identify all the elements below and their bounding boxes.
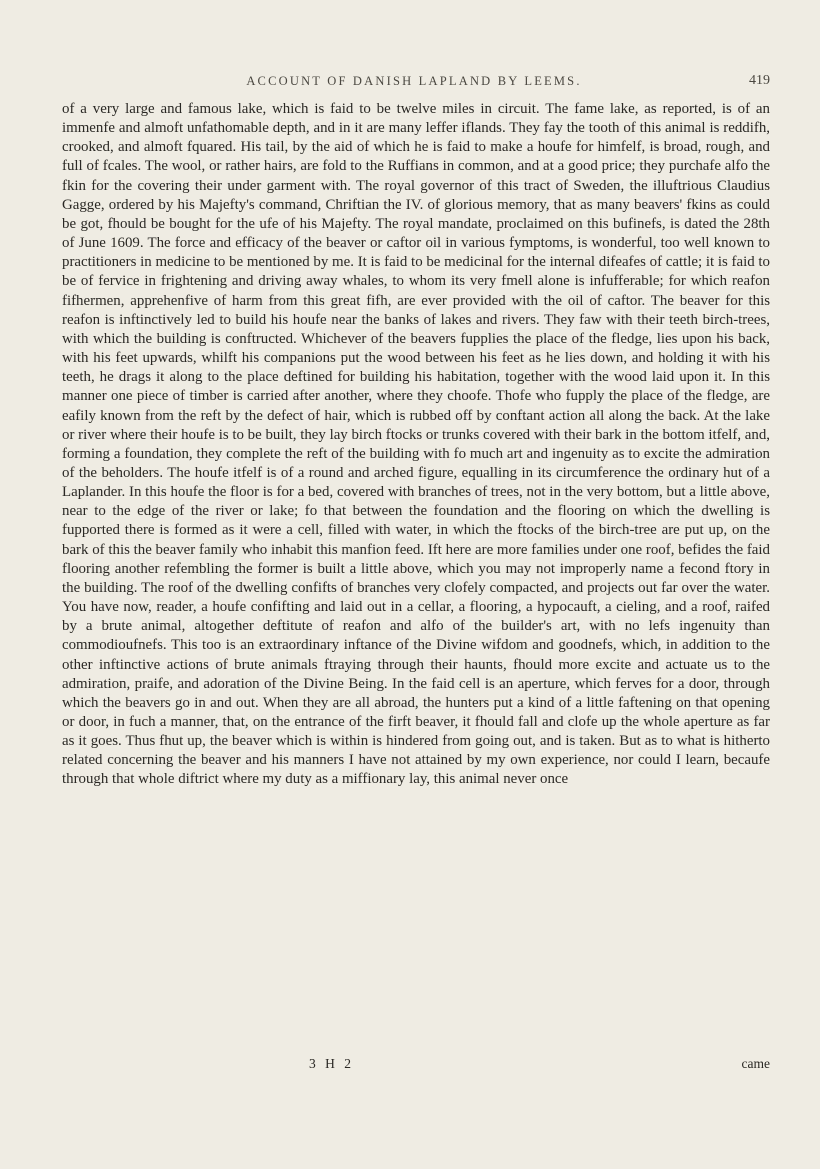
body-text xyxy=(62,100,770,790)
running-head xyxy=(58,74,770,96)
running-head-title: ACCOUNT OF DANISH LAPLAND BY LEEMS. xyxy=(246,74,582,88)
catchword: came xyxy=(741,1056,770,1071)
signature-mark: 3 H 2 xyxy=(309,1056,354,1071)
page-footer xyxy=(62,1056,770,1076)
page-number: 419 xyxy=(749,73,770,88)
paragraph: of a very large and famous lake, which is faid to be twelve miles in circuit. The fame lake, as reported, is of an immenfe and almoft unfathomable depth, and in it are many leffer iflands. They fay the tooth of this animal is reddifh, crooked, and almoft fquared. His tail, by the aid of which he is faid to make a houfe for himfelf, is broad, rough, and full of fcales. The wool, or rather hairs, are fold to the Ruffians in common, and at a good price; they purchafe alfo the fkin for the covering their under garment with. The royal governor of this tract of Sweden, the illuftrious Claudius Gagge, ordered by his Majefty's command, Chriftian the IV. of glorious memory, that as many beavers' fkins as could be got, fhould be bought for the ufe of his Majefty. The royal mandate, proclaimed on this bufinefs, is dated the 28th of June 1609. The force and efficacy of the beaver or caftor oil in various fymptoms, is wonderful, too well known to practitioners in medicine to be mentioned by me. It is faid to be medicinal for the internal difeafes of cattle; it is faid to be of fervice in frightening and driving away whales, to whom its very fmell alone is infufferable; for which reafon fifhermen, apprehenfive of harm from this great fifh, are ever provided with the oil of caftor. The beaver for this reafon is inftinctively led to build his houfe near the banks of lakes and rivers. They faw with their teeth birch-trees, with which the building is conftructed. Whichever of the beavers fupplies the place of the fledge, lies upon his back, with his feet upwards, whilft his companions put the wood between his feet as he lies down, and holding it with his teeth, he drags it along to the place deftined for building his habitation, together with the wood laid upon it. In this manner one piece of timber is carried after another, where they choofe. Thofe who fupply the place of the fledge, are eafily known from the reft by the defect of hair, which is rubbed off by conftant action all along the back. At the lake or river where their houfe is to be built, they lay birch ftocks or trunks covered with their bark in the bottom itfelf, and, forming a foundation, they complete the reft of the building with fo much art and ingenuity as to excite the admiration of the beholders. The houfe itfelf is of a round and arched figure, equalling in its circumference the ordinary hut of a Laplander. In this houfe the floor is for a bed, covered with branches of trees, not in the very bottom, but a little above, near to the edge of the river or lake; fo that between the foundation and the flooring on which the dwelling is fupported there is formed as it were a cell, filled with water, in which the ftocks of the birch-tree are put up, on the bark of this the beaver family who inhabit this manfion feed. Ift here are more families under one roof, befides the faid flooring another refembling the former is built a little above, which you may not improperly name a fecond ftory in the building. The roof of the dwelling confifts of branches very clofely compacted, and projects out far over the water. You have now, reader, a houfe confifting and laid out in a cellar, a flooring, a hypocauft, a cieling, and a roof, raifed by a brute animal, altogether deftitute of reafon and alfo of the builder's art, with no lefs ingenuity than commodioufnefs. This too is an extraordinary inftance of the Divine wifdom and goodnefs, which, in addition to the other inftinctive actions of brute animals ftraying through their haunts, fhould more excite and actuate us to the admiration, praife, and adoration of the Divine Being. In the faid cell is an aperture, which ferves for a door, through which the beavers go in and out. When they are all abroad, the hunters put a kind of a little faftening on that opening or door, in fuch a manner, that, on the entrance of the firft beaver, it fhould fall and clofe up the whole aperture as far as it goes. Thus fhut up, the beaver which is within is hindered from going out, and is taken. But as to what is hitherto related concerning the beaver and his manners I have not attained by my own experience, nor could I learn, becaufe through that whole diftrict where my duty as a miffionary lay, this animal never once xyxy=(62,101,770,788)
